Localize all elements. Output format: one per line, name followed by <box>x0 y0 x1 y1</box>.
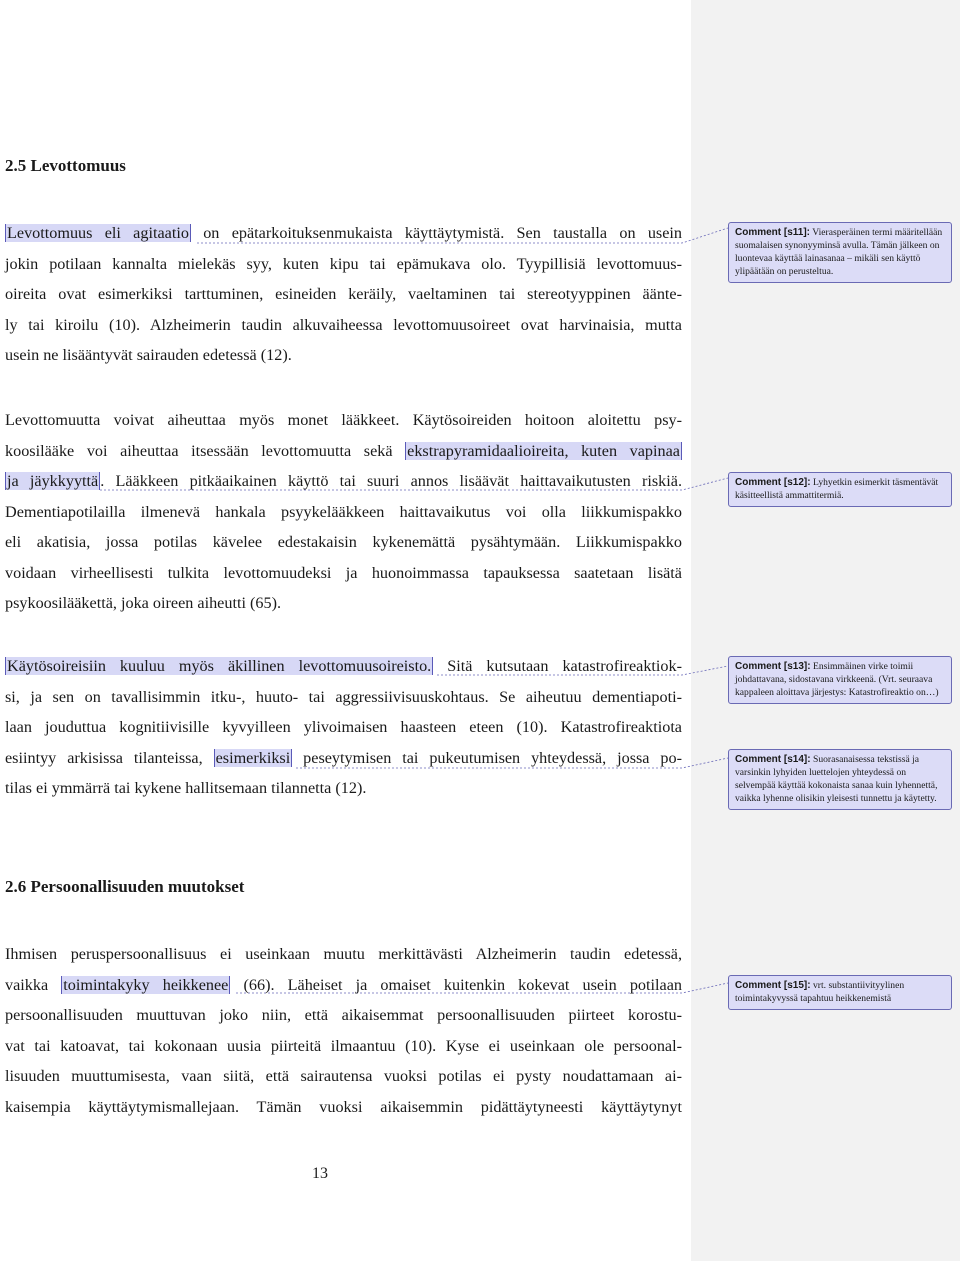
paragraph <box>5 218 682 371</box>
text-line: esiintyy arkisissa tilanteissa, esimerkiksi peseytymisen tai pukeutumisen yhteydessä, jossa po- <box>5 748 682 767</box>
comment-anchor-s14[interactable]: esimerkiksi <box>215 748 291 767</box>
comment-label: Comment [s12]: <box>735 477 811 488</box>
comment-anchor-s15[interactable]: toimintakyky heikkenee <box>63 975 229 994</box>
comment-margin-pane <box>691 0 960 1261</box>
comment-anchor-s11[interactable]: Levottomuus eli agitaatio <box>7 224 189 242</box>
section-heading-levottomuus: 2.5 Levottomuus <box>5 156 126 175</box>
text-line: koosilääke voi aiheuttaa itsessään levottomuutta sekä ekstrapyramidaalioireita, kuten vapinaa <box>5 441 680 460</box>
text-line: persoonallisuuden muuttuvan joko niin, että aikaisemmat persoonallisuuden piirteet korostu- <box>5 1006 682 1024</box>
text-line: jokin potilaan kannalta mielekäs syy, kuten kipu tai epämukava olo. Tyypillisiä levottomuus- <box>5 254 682 273</box>
text-line: laan jouduttua kognitiivisille kyvyilleen ylivoimaisen haasteen eteen (10). Katastrofireaktiota <box>5 718 682 736</box>
text-line: ly tai kiroilu (10). Alzheimerin taudin alkuvaiheessa levottomuusoireet ovat harvinaisia, mutta <box>5 315 682 334</box>
text-line: eli akatisia, jossa potilas kävelee edestakaisin kykenemättä pysähtymään. Liikkumispakko <box>5 533 682 551</box>
text-line: psykoosilääkettä, joka oireen aiheutti (65). <box>5 594 282 612</box>
text-line: usein ne lisääntyvät sairauden edetessä (12). <box>5 346 292 364</box>
comment-text: Vierasperäinen termi määritellään suomalaisen synonyyminsä avulla. Tämän jälkeen on luontevaa käyttää lainasanaa – mikäli sen käyttö ylipäätään on perusteltua. <box>735 227 943 277</box>
comment-box-s12[interactable] <box>728 472 952 507</box>
text-line: kaisempia käyttäytymismallejaan. Tämän vuoksi aikaisemmin pidättäytyneesti käyttäytynyt <box>5 1097 682 1116</box>
comment-anchor-s12-start[interactable]: ekstrapyramidaalioireita, kuten vapinaa <box>407 441 680 460</box>
comment-label: Comment [s15]: <box>735 980 811 991</box>
paragraph <box>5 939 682 1122</box>
comment-text: vrt. substantiivityylinen toimintakyvyssä tapahtuu heikkenemistä <box>735 980 905 1004</box>
text-line: Levottomuutta voivat aiheuttaa myös monet lääkkeet. Käytösoireiden hoitoon aloitettu psy- <box>5 411 682 429</box>
text-line: tilas ei ymmärrä tai kykene hallitsemaan tilannetta (12). <box>5 779 367 797</box>
section-heading-persoonallisuus: 2.6 Persoonallisuuden muutokset <box>5 877 245 896</box>
comment-label: Comment [s11]: <box>735 227 811 238</box>
comment-text: Lyhyetkin esimerkit täsmentävät käsitteellistä ammattitermiä. <box>735 477 939 501</box>
comment-label: Comment [s13]: <box>735 661 811 672</box>
text-line: vat tai katoavat, tai kokonaan uusia piirteitä ilmaantuu (10). Kyse ei useinkaan ole persoonal- <box>5 1036 682 1055</box>
text-line: lisuuden muuttumisesta, vaan siitä, että sairautensa vuoksi potilas ei pysty noudattamaan ai- <box>5 1067 682 1085</box>
text-line: Käytösoireisiin kuuluu myös äkillinen levottomuusoireisto. Sitä kutsutaan katastrofireaktiok- <box>7 657 683 675</box>
paragraph <box>5 405 682 619</box>
text-line: ja jäykkyyttä . Lääkkeen pitkäaikainen käyttö tai suuri annos lisäävät haittavaikutusten riskiä. <box>7 472 682 490</box>
text-line: vaikka toimintakyky heikkenee (66). Läheiset ja omaiset kuitenkin kokevat usein potilaan <box>5 975 682 994</box>
text-line: Levottomuus eli agitaatio on epätarkoituksenmukaista käyttäytymistä. Sen taustalla on usein <box>7 224 682 242</box>
text-line: si, ja sen on tavallisimmin itku-, huuto- tai aggressiivisuuskohtaus. Se aiheutuu dementiapoti- <box>5 687 682 706</box>
paragraph <box>5 651 682 804</box>
text-line: oireita ovat esimerkiksi tarttuminen, esineiden keräily, vaeltaminen tai stereotyyppinen äänte- <box>5 285 682 303</box>
comment-box-s13[interactable] <box>728 656 952 704</box>
page-number: 13 <box>312 1165 328 1182</box>
text-line: Dementiapotilailla ilmenevä hankala psyykelääkkeen haittavaikutus voi olla liikkumispakko <box>5 502 682 521</box>
comment-anchor-s13[interactable]: Käytösoireisiin kuuluu myös äkillinen levottomuusoireisto. <box>7 657 432 675</box>
comment-anchor-s12-end[interactable]: ja jäykkyyttä <box>7 472 99 490</box>
comment-box-s14[interactable] <box>728 749 952 810</box>
comment-label: Comment [s14]: <box>735 754 811 765</box>
comment-text: Suorasanaisessa tekstissä ja varsinkin lyhyiden luettelojen yhteydessä on selvempää käyttää kokonaista sanaa kuin lyhennettä, vaikka lyhenne olisikin yleisesti tunnettu ja käytetty. <box>735 754 938 804</box>
comment-text: Ensimmäinen virke toimii johdattavana, sidostavana virkkeenä. (Vrt. seuraava kappaleen aloittava järjestys: Katastrofireaktio on…) <box>735 661 939 698</box>
comment-box-s15[interactable] <box>728 975 952 1010</box>
text-line: voidaan virheellisesti tulkita levottomuudeksi ja huonoimmassa tapauksessa saatetaan lisätä <box>5 563 682 582</box>
comment-box-s11[interactable] <box>728 222 952 283</box>
text-line: Ihmisen peruspersoonallisuus ei useinkaan muutu merkittävästi Alzheimerin taudin edetessä, <box>5 945 682 963</box>
